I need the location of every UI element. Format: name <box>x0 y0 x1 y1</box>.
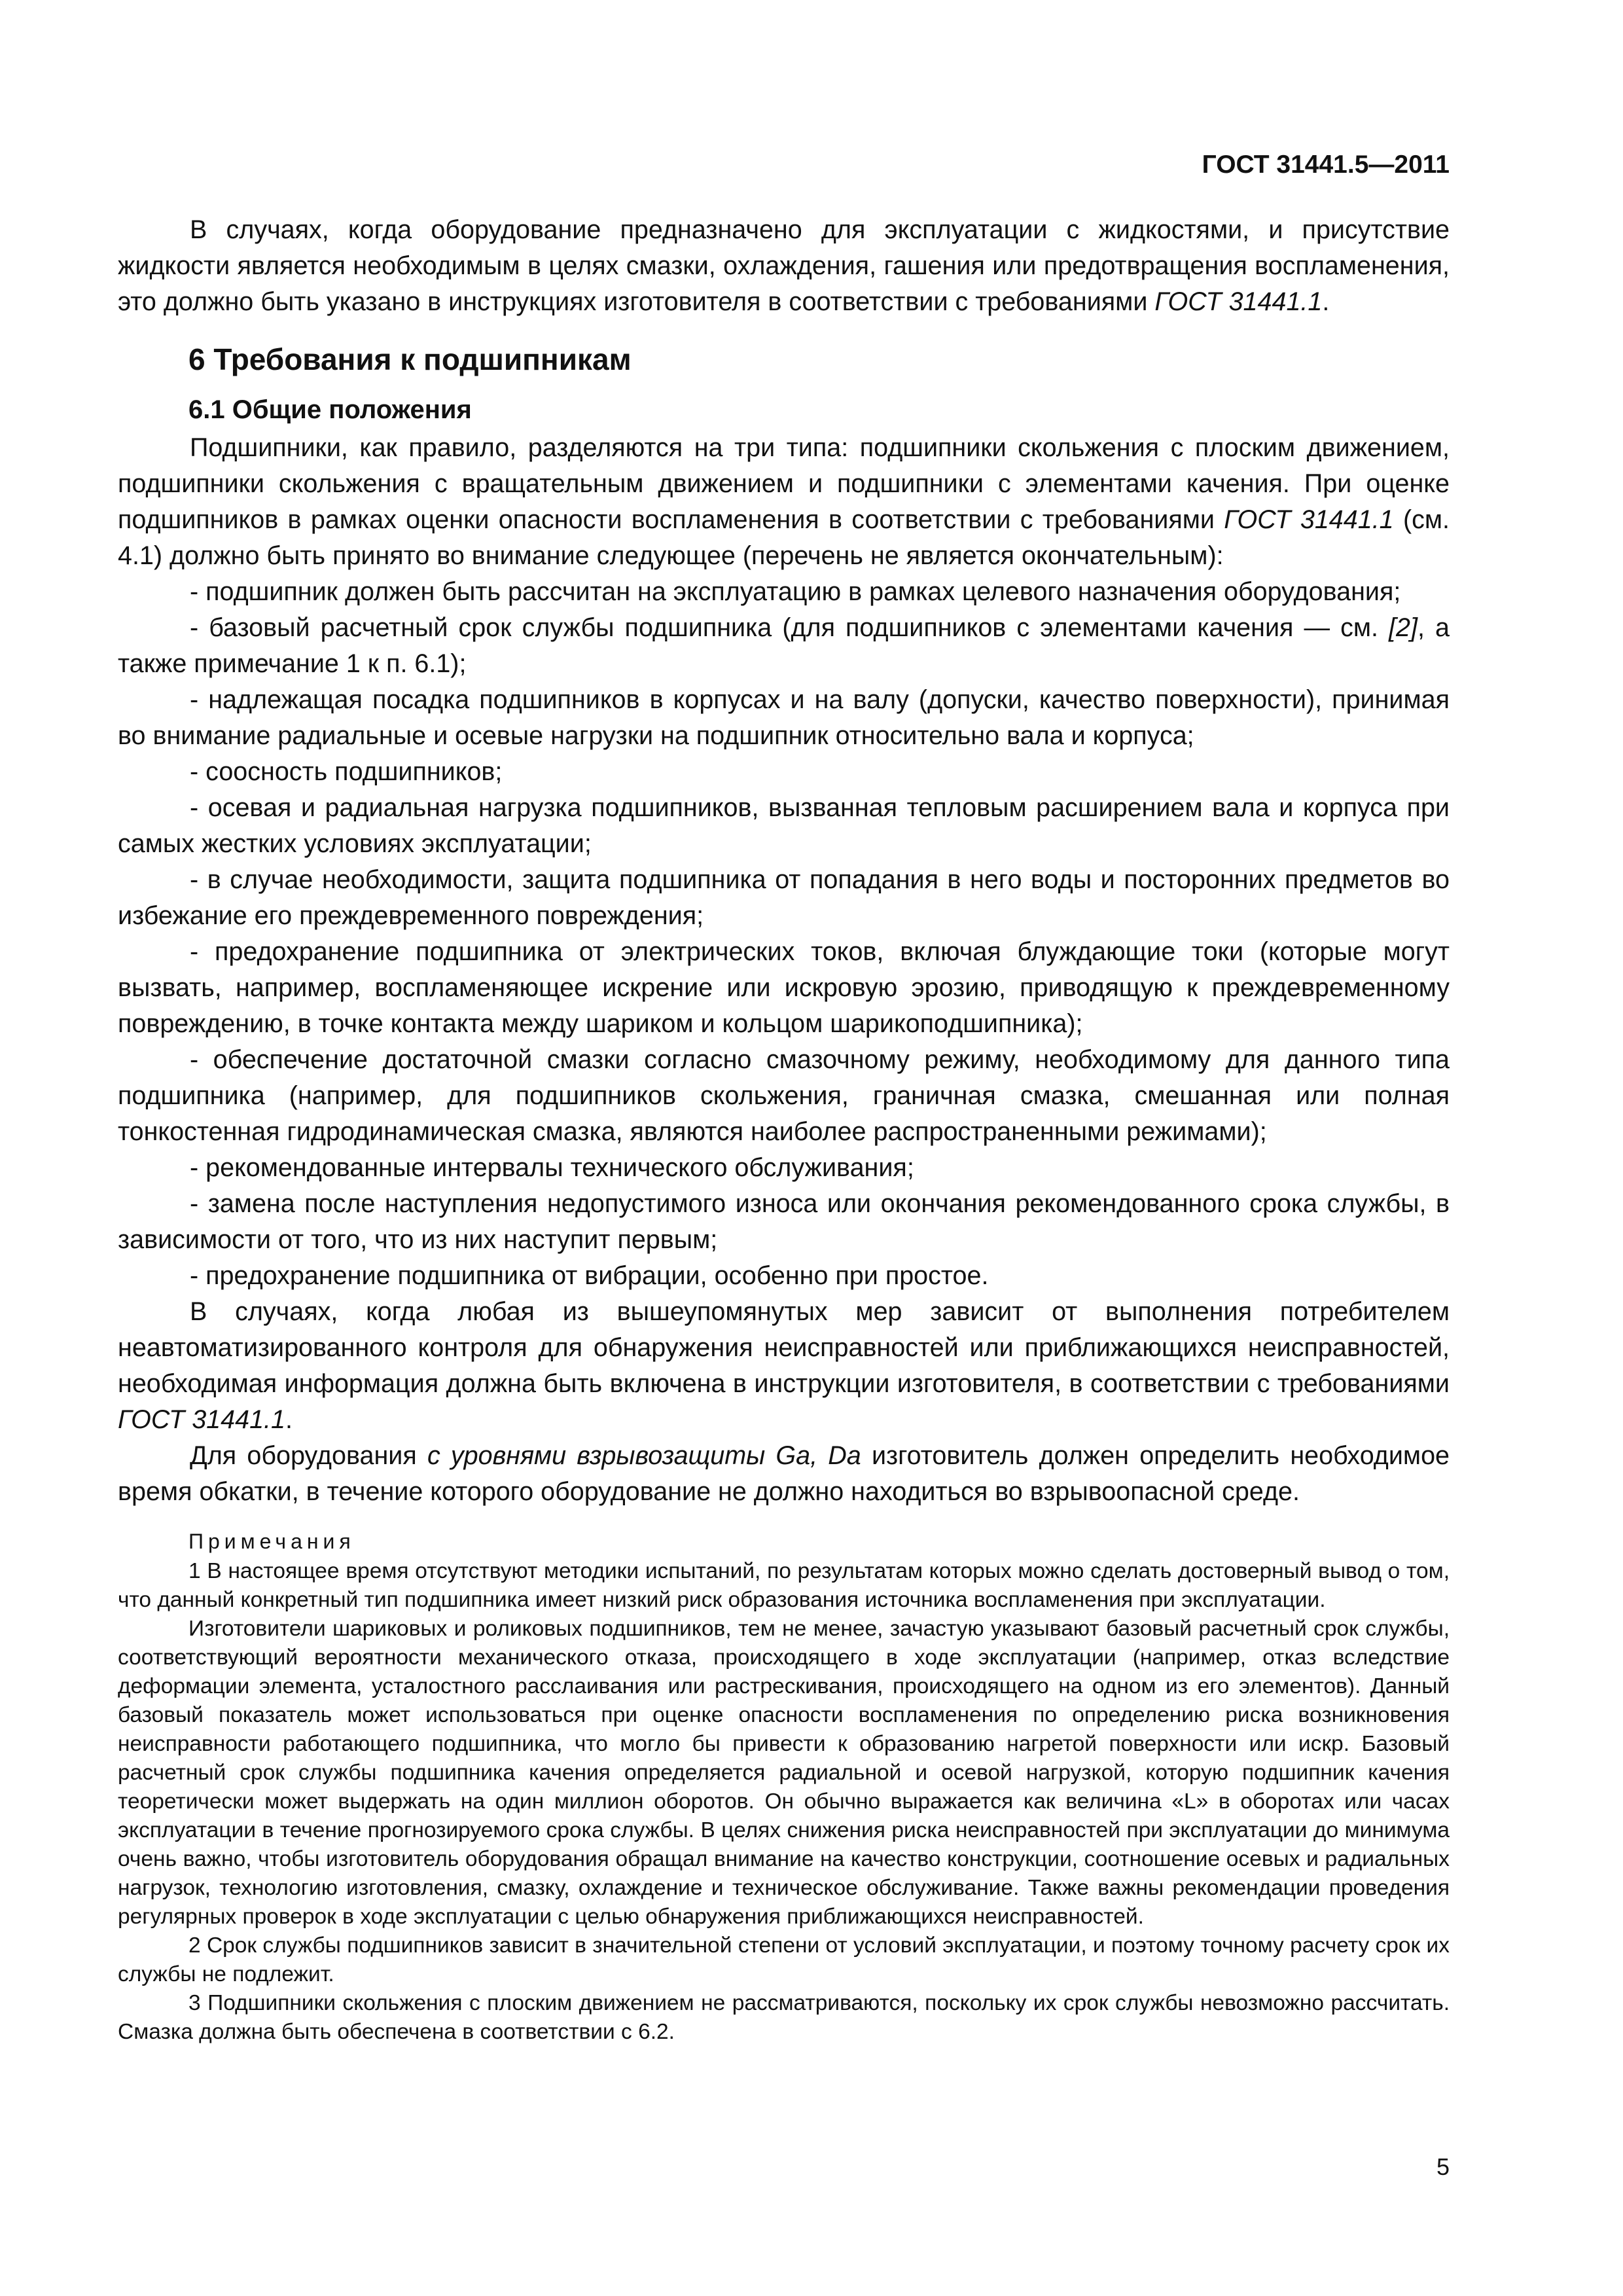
list-item: - в случае необходимости, защита подшипника от попадания в него воды и посторонних предметов во избежание его преждевременного повреждения; <box>118 865 1450 930</box>
run-in-paragraph <box>118 1438 1450 1510</box>
list-item <box>118 610 1450 682</box>
standard-reference: ГОСТ 31441.1 <box>1154 287 1323 316</box>
page-number: 5 <box>1436 2153 1450 2180</box>
list-item: - осевая и радиальная нагрузка подшипников, вызванная тепловым расширением вала и корпуса при самых жестких условиях эксплуатации; <box>118 793 1450 858</box>
protection-levels: с уровнями взрывозащиты Ga, Da <box>427 1441 861 1470</box>
list-item: - предохранение подшипника от вибрации, особенно при простое. <box>190 1261 989 1290</box>
general-text: Подшипники, как правило, разделяются на три типа: подшипники скольжения с плоским движением, подшипники скольжения с вращательным движением и подшипники с элементами качения. При оценке подшипников в рамках оценки опасности воспламенения в соответствии с требованиями <box>118 433 1450 534</box>
run-in-text: Для оборудования <box>190 1441 427 1470</box>
notes-title: Примечания <box>188 1530 355 1553</box>
control-text-end: . <box>285 1405 293 1434</box>
list-item: - надлежащая посадка подшипников в корпусах и на валу (допуски, качество поверхности), принимая во внимание радиальные и осевые нагрузки на подшипник относительно вала и корпуса; <box>118 685 1450 750</box>
bibliography-reference: [2] <box>1389 613 1418 642</box>
standard-reference: ГОСТ 31441.1 <box>118 1405 285 1434</box>
intro-text: В случаях, когда оборудование предназначено для эксплуатации с жидкостями, и присутствие жидкости является необходимым в целях смазки, охлаждения, гашения или предотвращения воспламенения, это должно быть указано в инструкциях изготовителя в соответствии с требованиями <box>118 215 1450 316</box>
subsection-heading: 6.1 Общие положения <box>188 395 472 424</box>
general-paragraph <box>118 430 1450 574</box>
notes-block <box>118 1527 1450 2047</box>
note-3: 3 Подшипники скольжения с плоским движением не рассматриваются, поскольку их срок службы невозможно рассчитать. Смазка должна быть обеспечена в соответствии с 6.2. <box>118 1991 1450 2044</box>
standard-reference: ГОСТ 31441.1 <box>1224 505 1394 534</box>
list-item-text: - базовый расчетный срок службы подшипника (для подшипников с элементами качения — см. <box>190 613 1389 642</box>
list-item-text-end: , а также примечание 1 к п. 6.1); <box>118 613 1450 678</box>
document-page <box>118 151 1450 2047</box>
list-item: - соосность подшипников; <box>190 757 503 786</box>
intro-paragraph <box>118 212 1450 320</box>
control-paragraph <box>118 1294 1450 1438</box>
general-text-end: (см. 4.1) должно быть принято во внимание следующее (перечень не является окончательным): <box>118 505 1450 570</box>
note-1: 1 В настоящее время отсутствуют методики испытаний, по результатам которых можно сделать достоверный вывод о том, что данный конкретный тип подшипника имеет низкий риск образования источника воспламенения при эксплуатации. <box>118 1559 1450 1612</box>
intro-text-end: . <box>1322 287 1330 316</box>
document-code-header: ГОСТ 31441.5—2011 <box>1202 151 1450 179</box>
control-text: В случаях, когда любая из вышеупомянутых мер зависит от выполнения потребителем неавтоматизированного контроля для обнаружения неисправностей или приближающихся неисправностей, необходимая информация должна быть включена в инструкции изготовителя, в соответствии с требованиями <box>118 1297 1450 1398</box>
section-heading: 6 Требования к подшипникам <box>188 342 632 376</box>
run-in-text-end: изготовитель должен определить необходимое время обкатки, в течение которого оборудование не должно находиться во взрывоопасной среде. <box>118 1441 1450 1506</box>
note-2: 2 Срок службы подшипников зависит в значительной степени от условий эксплуатации, и поэтому точному расчету срок их службы не подлежит. <box>118 1933 1450 1986</box>
list-item: - обеспечение достаточной смазки согласно смазочному режиму, необходимому для данного типа подшипника (например, для подшипников скольжения, граничная смазка, смешанная или полная тонкостенная гидродинамическая смазка, являются наиболее распространенными режимами); <box>118 1045 1450 1146</box>
list-item: - подшипник должен быть рассчитан на эксплуатацию в рамках целевого назначения оборудования; <box>190 577 1401 606</box>
list-item: - замена после наступления недопустимого износа или окончания рекомендованного срока службы, в зависимости от того, что из них наступит первым; <box>118 1189 1450 1254</box>
note-1-continuation: Изготовители шариковых и роликовых подшипников, тем не менее, зачастую указывают базовый расчетный срок службы, соответствующий вероятности механического отказа, происходящего в ходе эксплуатации (например, отказ вследствие деформации элемента, усталостного расслаивания или растрескивания, происходящего на одном из его элементов). Данный базовый показатель может использоваться при оценке опасности воспламенения по определению риска возникновения неисправности работающего подшипника, что могло бы привести к образованию нагретой поверхности или искр. Базовый расчетный срок службы подшипника качения определяется радиальной и осевой нагрузкой, которую подшипник качения теоретически может выдержать на один миллион оборотов. Он обычно выражается как величина «L» в оборотах или часах эксплуатации в течение прогнозируемого срока службы. В целях снижения риска неисправностей при эксплуатации до минимума очень важно, чтобы изготовитель оборудования обращал внимание на качество конструкции, соотношение осевых и радиальных нагрузок, технологию изготовления, смазку, охлаждение и техническое обслуживание. Также важны рекомендации проведения регулярных проверок в ходе эксплуатации с целью обнаружения приближающихся неисправностей. <box>118 1617 1450 1929</box>
list-item: - рекомендованные интервалы технического обслуживания; <box>190 1153 914 1182</box>
list-item: - предохранение подшипника от электрических токов, включая блуждающие токи (которые могут вызвать, например, воспламеняющее искрение или искровую эрозию, приводящую к преждевременному повреждению, в точке контакта между шариком и кольцом шарикоподшипника); <box>118 937 1450 1038</box>
